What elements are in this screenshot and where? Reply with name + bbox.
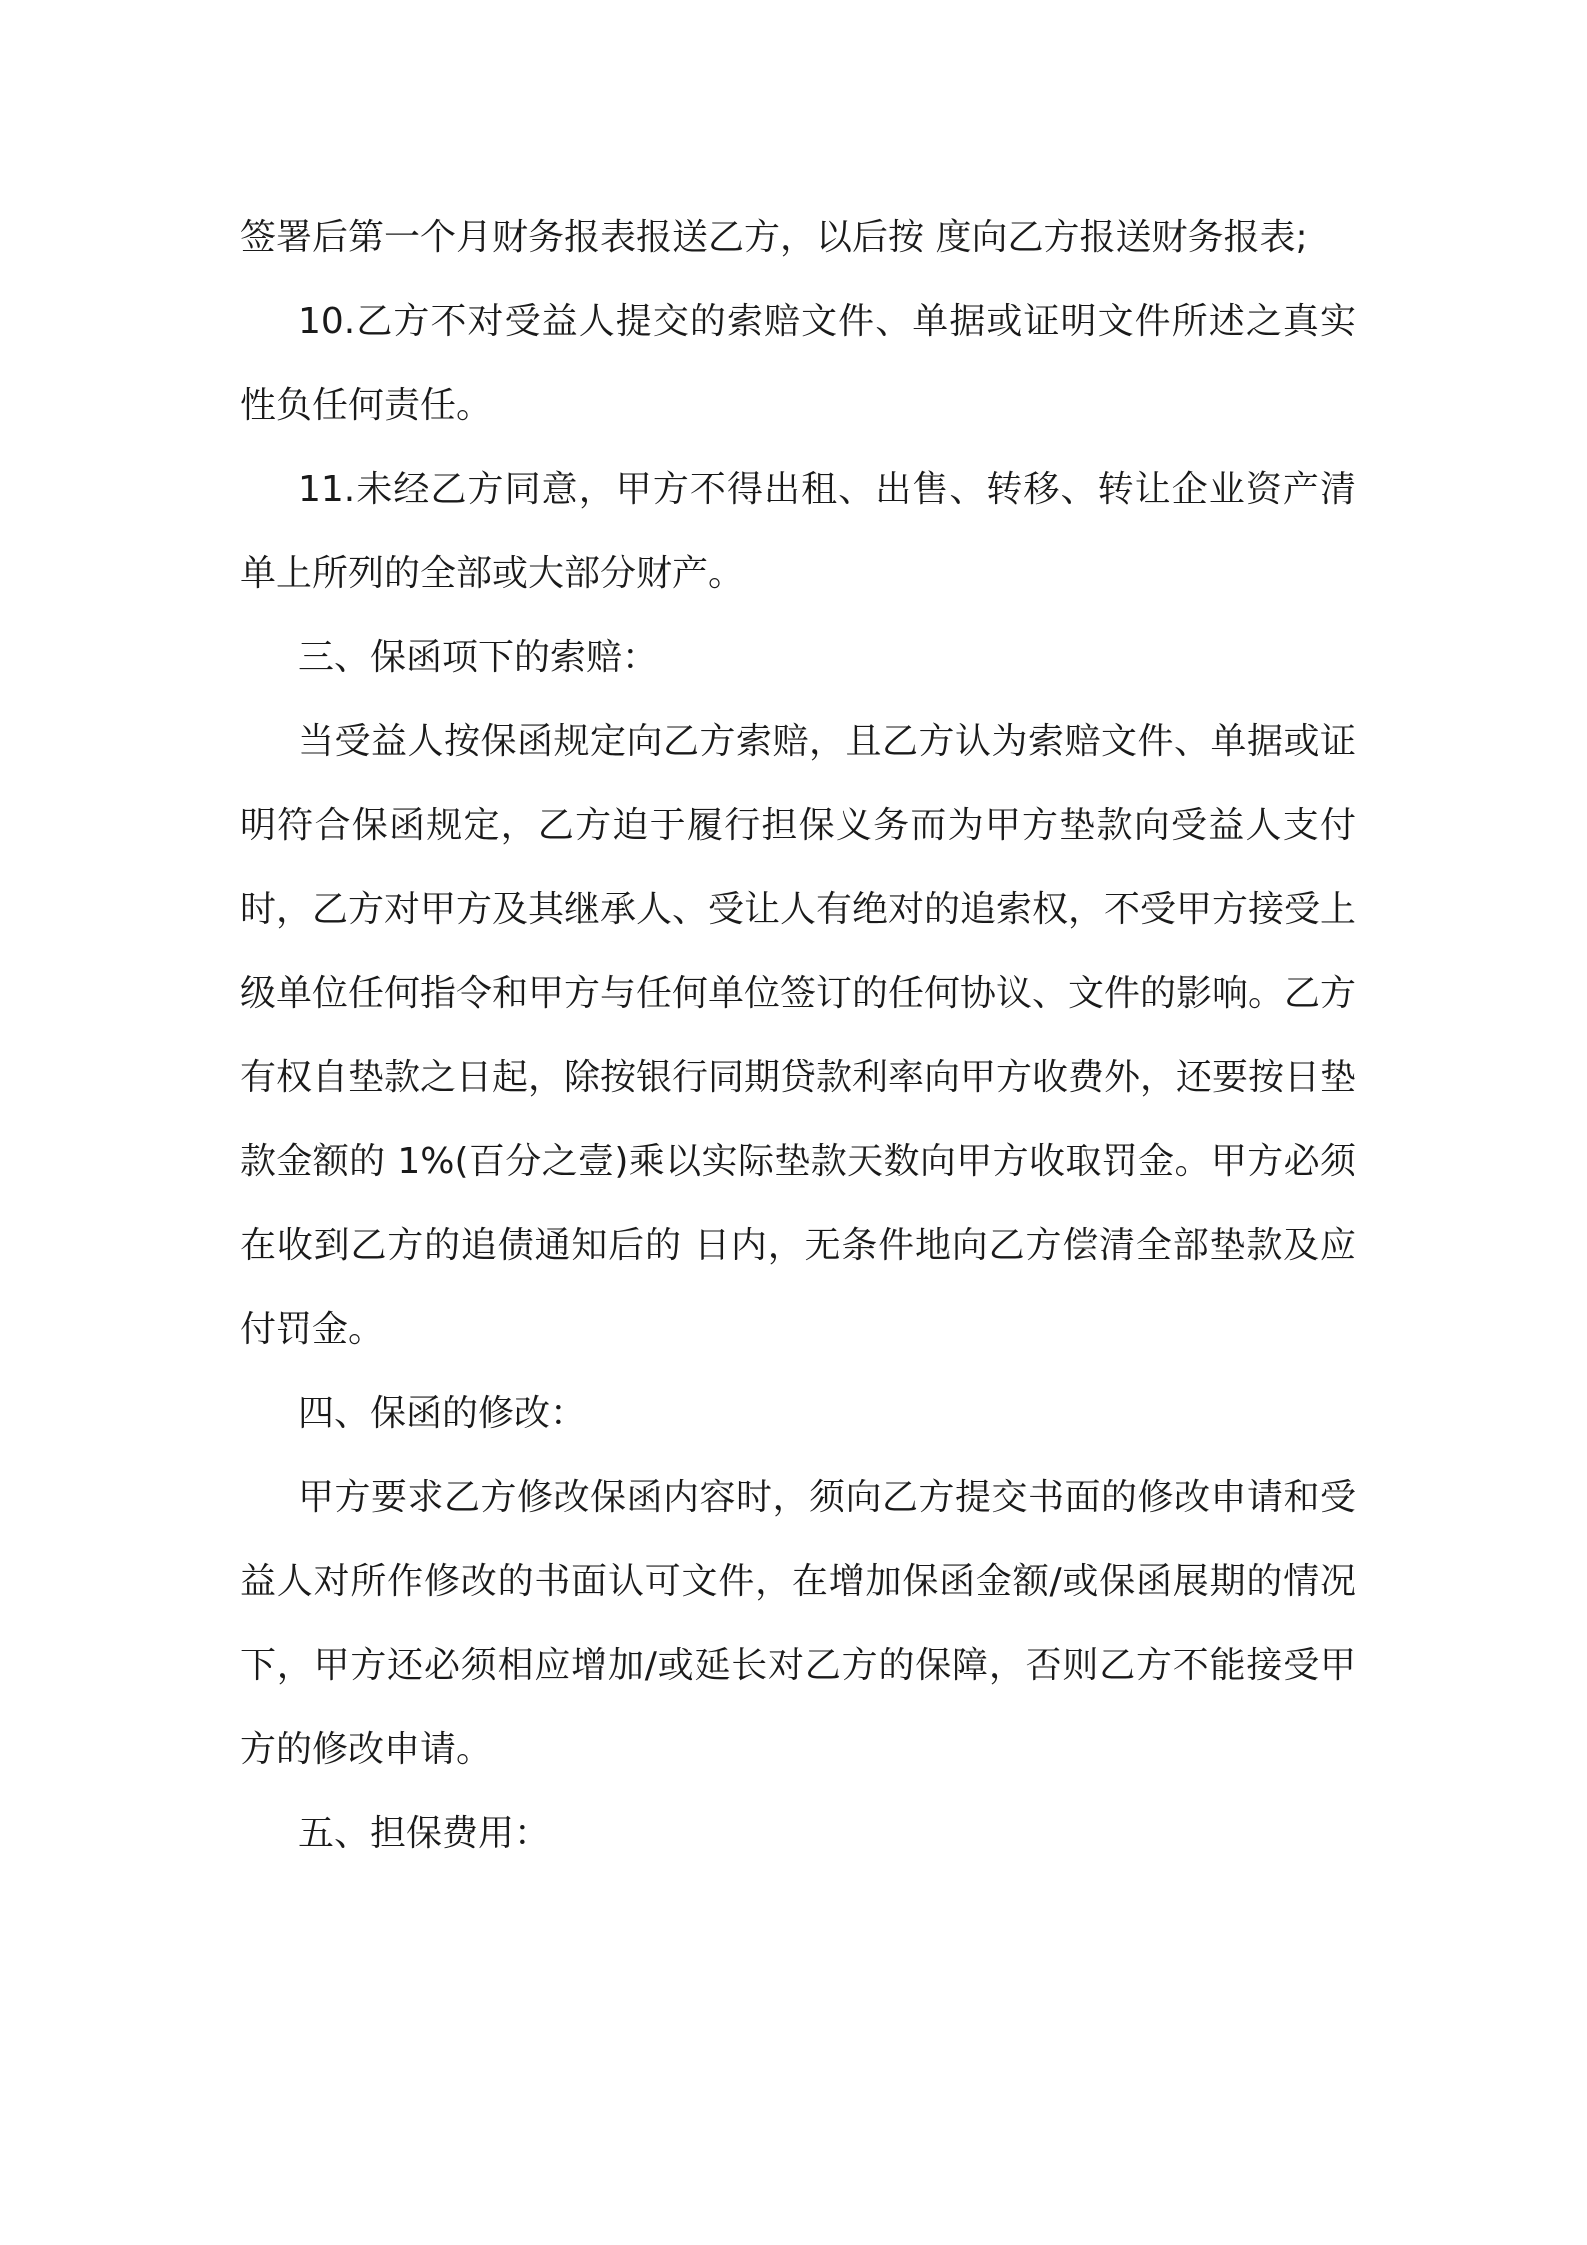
document-body <box>240 196 1356 1876</box>
section-heading-amendment: 四、保函的修改： <box>298 1393 587 1434</box>
paragraph-claims-body: 当受益人按保函规定向乙方索赔，且乙方认为索赔文件、单据或证明符合保函规定，乙方迫于履行担保义务而为甲方垫款向受益人支付时，乙方对甲方及其继承人、受让人有绝对的追索权，不受甲方接受上级单位任何指令和甲方与任何单位签订的任何协议、文件的影响。乙方有权自垫款之日起，除按银行同期贷款利率向甲方收费外，还要按日垫款金额的 1%(百分之壹)乘以实际垫款天数向甲方收取罚金。甲方必须在收到乙方的追债通知后的 日内，无条件地向乙方偿清全部垫款及应付罚金。 <box>240 721 1357 1350</box>
paragraph-clause-10: 10.乙方不对受益人提交的索赔文件、单据或证明文件所述之真实性负任何责任。 <box>240 301 1356 426</box>
paragraph-amendment-body: 甲方要求乙方修改保函内容时，须向乙方提交书面的修改申请和受益人对所作修改的书面认可文件，在增加保函金额/或保函展期的情况下，甲方还必须相应增加/或延长对乙方的保障，否则乙方不能接受甲方的修改申请。 <box>240 1477 1356 1770</box>
section-heading-fees: 五、担保费用： <box>298 1813 551 1854</box>
section-heading-claims: 三、保函项下的索赔： <box>298 637 659 678</box>
paragraph-financial-report: 签署后第一个月财务报表报送乙方，以后按 度向乙方报送财务报表; <box>240 217 1308 258</box>
paragraph-clause-11: 11.未经乙方同意，甲方不得出租、出售、转移、转让企业资产清单上所列的全部或大部分财产。 <box>240 469 1356 594</box>
